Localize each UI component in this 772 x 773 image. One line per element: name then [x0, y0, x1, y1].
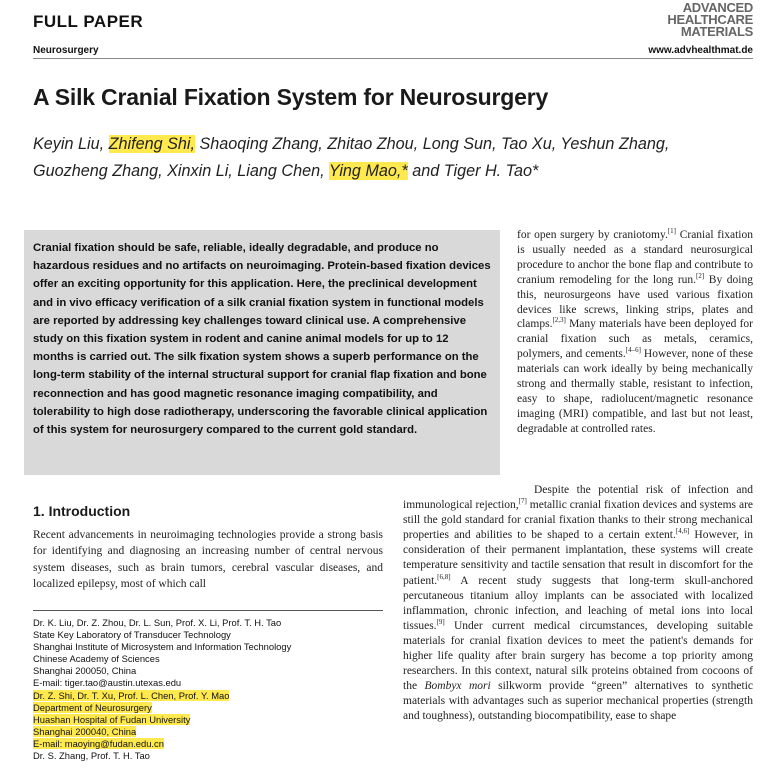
journal-logo-line-1: ADVANCED — [682, 0, 753, 15]
header-divider — [33, 58, 753, 59]
text-run: A recent study suggests that long-term skull-anchored percutaneous titanium alloy implants can be associated with localized inflammation, chronic infection, and leaching of metal ions into local tissues. — [403, 574, 753, 632]
journal-logo-line-2: HEALTHCARE — [667, 12, 753, 27]
author-name: Yeshun Zhang, — [560, 135, 670, 153]
journal-logo — [628, 2, 753, 38]
author-name: Zhitao Zhou, — [327, 135, 419, 153]
journal-url: www.advhealthmat.de — [648, 45, 753, 56]
author-name: Keyin Liu, — [33, 135, 105, 153]
species-name: Bombyx mori — [424, 680, 491, 693]
text-run: Under current medical circumstances, developing suitable materials for cranial fixation devices to meet the patient's demands for higher life quality after brain surgery has become a top priority among researchers. In this context, natural silk proteins obtained from cocoons of the — [403, 619, 753, 693]
author-name: Tao Xu, — [501, 135, 557, 153]
affiliation-divider — [33, 610, 383, 611]
right-column-paragraph — [517, 228, 753, 437]
citation-ref: [4,6] — [675, 527, 690, 536]
text-run: silkworm provide “green” alternatives to synthetic materials with advantages such as superior mechanical properties (strength and toughness), outstanding biocompatibility, ease to shape — [403, 680, 753, 723]
author-name: Shaoqing Zhang, — [199, 135, 323, 153]
citation-ref: [2] — [696, 271, 705, 280]
text-run: By doing this, neurosurgeons have used various fixation devices like screws, linking strips, plates and clamps. — [517, 273, 753, 331]
paper-title: A Silk Cranial Fixation System for Neurosurgery — [33, 84, 549, 110]
affiliation-line: E-mail: tiger.tao@austin.utexas.edu — [33, 677, 182, 689]
affiliation-line: Shanghai 200050, China — [33, 665, 137, 677]
affiliation-line: Dr. Z. Shi, Dr. T. Xu, Prof. L. Chen, Prof. Y. Mao — [33, 689, 230, 701]
affiliation-line: Dr. K. Liu, Dr. Z. Zhou, Dr. L. Sun, Prof. X. Li, Prof. T. H. Tao — [33, 617, 282, 628]
text-run: However, in consideration of their permanent implantation, these systems will create temperature sensitivity and tactile sensation that result in discomfort for the patient. — [403, 529, 753, 587]
text-run: However, none of these materials can work ideally by being mechanically strong and thermally stable, resistant to infection, easy to shape, radiolucent/magnetic resonance imaging (MRI) compatible, and last but not least, degradable at controlled rates. — [517, 348, 753, 435]
text-run: Many materials have been deployed for cranial fixation such as metals, ceramics, polymers, and cements. — [517, 318, 753, 361]
affiliation-line: Shanghai Institute of Microsystem and Information Technology — [33, 641, 292, 653]
affiliation-block — [33, 617, 383, 762]
affiliation-line: Shanghai 200040, China — [33, 725, 137, 737]
journal-logo-line-3: MATERIALS — [680, 24, 753, 39]
abstract-box: Cranial fixation should be safe, reliable, ideally degradable, and produce no hazardous residues and no artifacts on neuroimaging. Protein-based fixation devices offer an exciting opportunity for this application. Here, the preclinical development and in vivo efficacy verification of a silk cranial fixation system in functional models are reported by addressing key challenges toward clinical use. A comprehensive study on this fixation system in rodent and canine animal models for up to 12 months is carried out. The silk fixation system shows a superb performance on the long-term stability of the internal structural support for cranial flap fixation and bone reconnection and has good magnetic resonance imaging compatibility, and tolerability to high dose radiotherapy, underscoring the favorable clinical application of this system for neurosurgery compared to the current gold standard. — [24, 230, 500, 475]
author-name: Long Sun, — [422, 135, 497, 153]
affiliation-line: Chinese Academy of Sciences — [33, 653, 160, 665]
citation-ref: [2,3] — [552, 316, 566, 325]
section-label: Neurosurgery — [33, 45, 99, 56]
affiliation-line: Dr. S. Zhang, Prof. T. H. Tao — [33, 750, 150, 762]
author-name: Zhifeng Shi, — [108, 135, 195, 153]
citation-ref: [9] — [436, 618, 445, 627]
author-name: Ying Mao,* — [328, 162, 408, 180]
author-name: Xinxin Li, — [167, 162, 233, 180]
author-name: Liang Chen, — [237, 162, 325, 180]
intro-paragraph: Recent advancements in neuroimaging technologies provide a strong basis for identifying and diagnosing an increasing number of central nervous system diseases, such as brain tumors, cerebral vascular diseases, and localized epilepsy, most of which call — [33, 529, 383, 590]
author-list — [33, 131, 758, 185]
citation-ref: [1] — [667, 227, 676, 236]
text-run: metallic cranial fixation devices and systems are still the gold standard for cranial fixation thanks to their strong mechanical properties and abilities to be shaped to a certain extent. — [403, 499, 754, 542]
intro-heading: 1. Introduction — [33, 503, 131, 519]
citation-ref: [7] — [518, 497, 527, 506]
affiliation-line: Huashan Hospital of Fudan University — [33, 713, 191, 725]
running-header-label: FULL PAPER — [33, 12, 144, 31]
author-name: Guozheng Zhang, — [33, 162, 163, 180]
author-name: and Tiger H. Tao* — [412, 162, 539, 180]
body-paragraph-2 — [403, 483, 753, 725]
citation-ref: [4–6] — [625, 346, 641, 355]
affiliation-line: State Key Laboratory of Transducer Technology — [33, 629, 231, 641]
text-run: Cranial fixation is usually needed as a standard neurosurgical procedure to anchor the bone flap and contribute to cranium remodeling for the long run. — [517, 229, 754, 286]
text-run: for open surgery by craniotomy. — [517, 229, 668, 241]
text-run: Despite the potential risk of infection and immunological rejection, — [403, 484, 753, 512]
affiliation-line: E-mail: maoying@fudan.edu.cn — [33, 737, 164, 749]
citation-ref: [6,8] — [437, 572, 451, 581]
affiliation-line: Department of Neurosurgery — [33, 701, 152, 713]
